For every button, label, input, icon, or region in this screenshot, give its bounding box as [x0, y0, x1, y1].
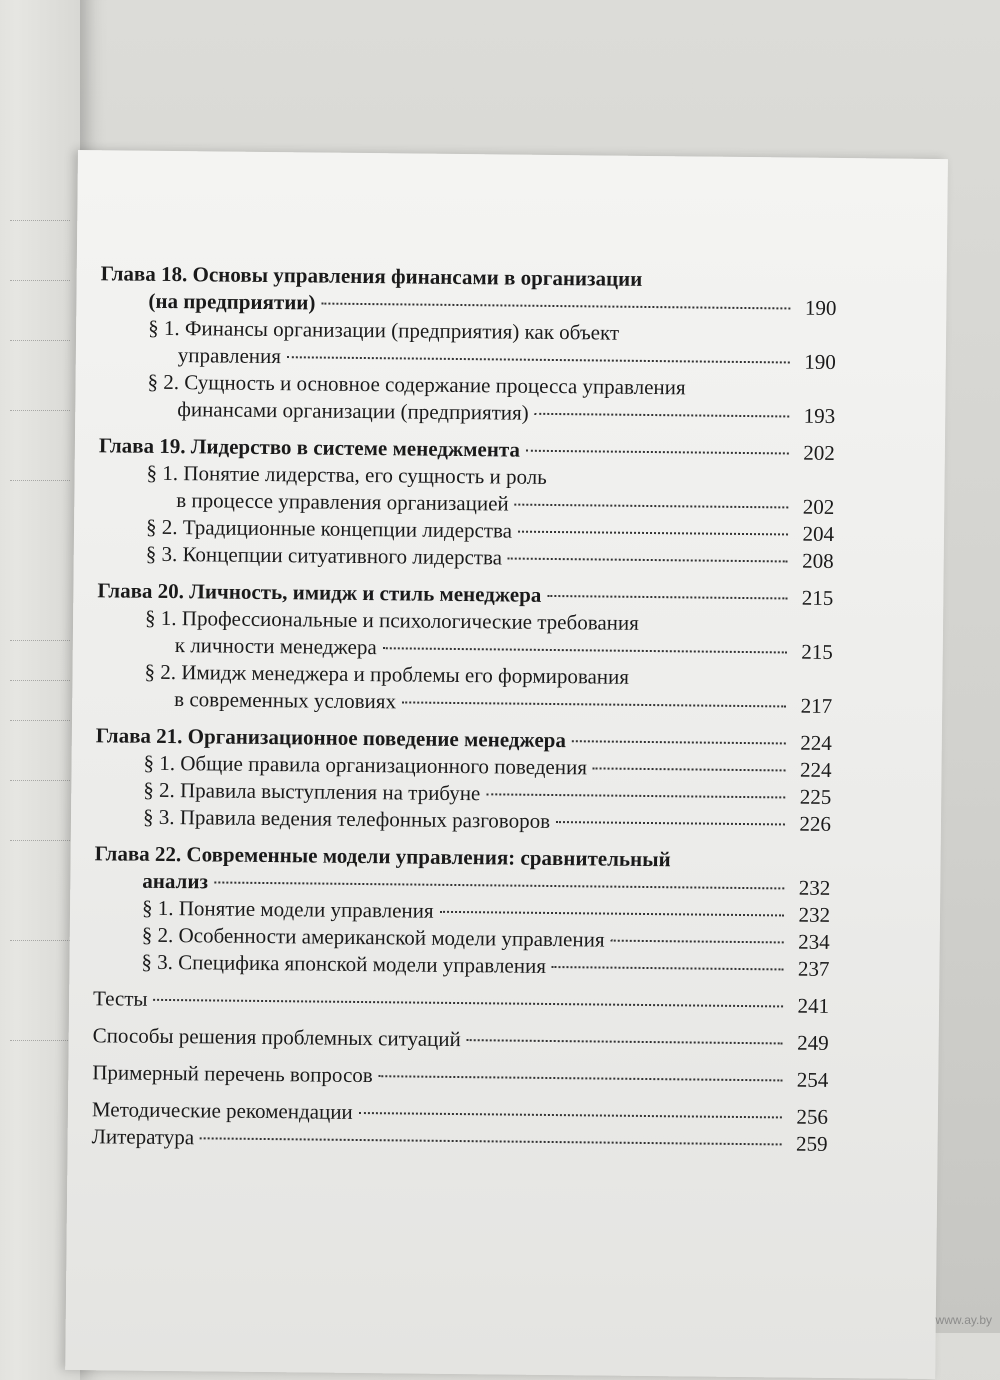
section-18-1-line1: § 1. Финансы организации (предприятия) как объект	[148, 315, 620, 345]
page-number: 217	[800, 693, 833, 718]
page-number: 202	[803, 440, 835, 465]
page-number: 190	[804, 295, 837, 320]
page-number: 224	[800, 730, 832, 755]
table-of-contents	[92, 260, 837, 1158]
page-number: 256	[796, 1104, 829, 1129]
chapter-18-title: Глава 18. Основы управления финансами в организации	[100, 261, 643, 291]
questions-entry: Примерный перечень вопросов 254	[92, 1060, 829, 1092]
page-number: 190	[804, 349, 836, 374]
page-number: 234	[798, 929, 830, 954]
section-20-2-line1: § 2. Имидж менеджера и проблемы его формирования	[144, 659, 630, 689]
page-number: 232	[798, 875, 831, 900]
chapter-20-entry: Глава 20. Личность, имидж и стиль менеджера 215	[97, 578, 834, 610]
section-22-1-entry: § 1. Понятие модели управления 232	[141, 895, 831, 927]
page-number: 202	[802, 494, 835, 519]
section-21-3-entry: § 3. Правила ведения телефонных разговоров 226	[142, 804, 832, 836]
tests-entry: Тесты 241	[92, 986, 830, 1018]
chapter-21-entry: Глава 21. Организационное поведение менеджера 224	[95, 723, 832, 755]
page-number: 241	[797, 993, 830, 1018]
section-19-1-line1: § 1. Понятие лидерства, его сущность и роль	[146, 460, 547, 489]
page-number: 259	[796, 1131, 828, 1156]
section-22-3-entry: § 3. Специфика японской модели управления 237	[141, 949, 830, 981]
section-18-2-line1: § 2. Сущность и основное содержание процесса управления	[147, 369, 686, 400]
section-19-3-entry: § 3. Концепции ситуативного лидерства 208	[145, 541, 834, 573]
section-19-1-entry: в процессе управления организацией 202	[176, 488, 835, 519]
book-page	[65, 150, 948, 1379]
page-number: 224	[799, 757, 832, 782]
page-number: 237	[797, 956, 830, 981]
chapter-22-title: Глава 22. Современные модели управления: сравнительный	[94, 841, 671, 872]
section-21-1-entry: § 1. Общие правила организационного поведения 224	[143, 750, 832, 782]
chapter-22-entry: анализ 232	[142, 868, 831, 900]
page-number: 226	[799, 811, 832, 836]
literature-entry: Литература 259	[91, 1124, 828, 1156]
solutions-entry: Способы решения проблемных ситуаций 249	[92, 1023, 829, 1055]
section-18-1-entry: управления 190	[177, 343, 836, 374]
methodics-entry: Методические рекомендации 256	[91, 1097, 829, 1129]
page-number: 208	[802, 548, 834, 573]
section-19-2-entry: § 2. Традиционные концепции лидерства 204	[145, 514, 835, 546]
section-20-2-entry: в современных условиях 217	[174, 687, 833, 718]
page-number: 232	[798, 902, 831, 927]
section-22-2-entry: § 2. Особенности американской модели управления 234	[141, 922, 830, 954]
chapter-18-entry: (на предприятии) 190	[148, 288, 837, 320]
page-number: 225	[799, 784, 832, 809]
watermark: www.ay.by	[935, 1313, 992, 1327]
page-number: 249	[797, 1030, 829, 1055]
section-21-2-entry: § 2. Правила выступления на трибуне 225	[143, 777, 832, 809]
section-20-1-line1: § 1. Профессиональные и психологические требования	[144, 605, 639, 635]
section-18-2-entry: финансами организации (предприятия) 193	[177, 397, 836, 428]
chapter-19-entry: Глава 19. Лидерство в системе менеджмента 202	[98, 433, 835, 465]
page-number: 204	[802, 521, 835, 546]
page-number: 215	[801, 585, 834, 610]
page-number: 215	[801, 639, 833, 664]
section-20-1-entry: к личности менеджера 215	[174, 633, 833, 664]
page-number: 254	[796, 1067, 829, 1092]
page-number: 193	[803, 403, 836, 428]
